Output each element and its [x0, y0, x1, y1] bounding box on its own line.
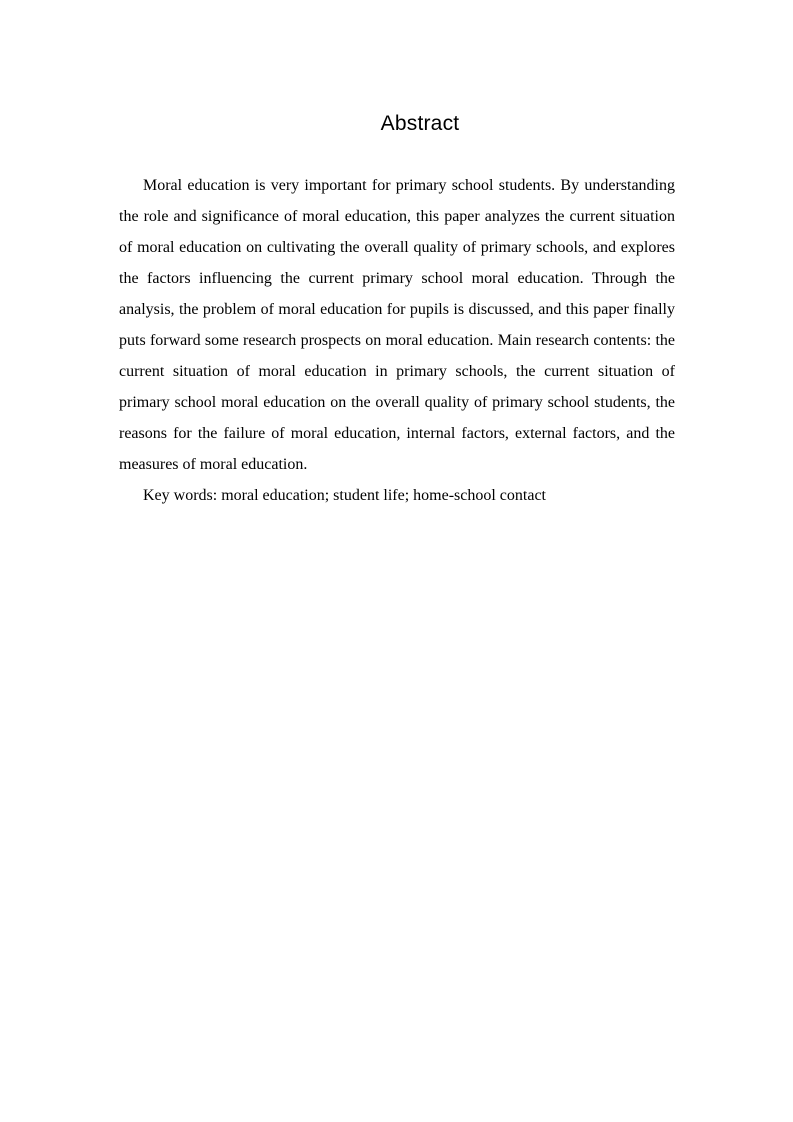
abstract-line: puts forward some research prospects on moral education. Main research contents: the — [119, 332, 675, 349]
abstract-line: the factors influencing the current primary school moral education. Through the — [119, 270, 675, 287]
abstract-paragraph — [119, 170, 675, 511]
abstract-title: Abstract — [380, 112, 460, 135]
abstract-line: reasons for the failure of moral education, internal factors, external factors, and the — [119, 425, 675, 442]
abstract-line: measures of moral education. — [119, 456, 308, 473]
abstract-line: the role and significance of moral education, this paper analyzes the current situation — [119, 208, 675, 225]
abstract-line: Moral education is very important for primary school students. By understanding — [143, 177, 675, 194]
abstract-line: analysis, the problem of moral education for pupils is discussed, and this paper finally — [119, 301, 675, 318]
abstract-line: of moral education on cultivating the overall quality of primary schools, and explores — [119, 239, 675, 256]
abstract-line: current situation of moral education in primary schools, the current situation of — [119, 363, 675, 380]
page-content — [119, 0, 675, 511]
abstract-line: primary school moral education on the overall quality of primary school students, the — [119, 394, 675, 411]
keywords-line: Key words: moral education; student life; home-school contact — [143, 487, 546, 504]
